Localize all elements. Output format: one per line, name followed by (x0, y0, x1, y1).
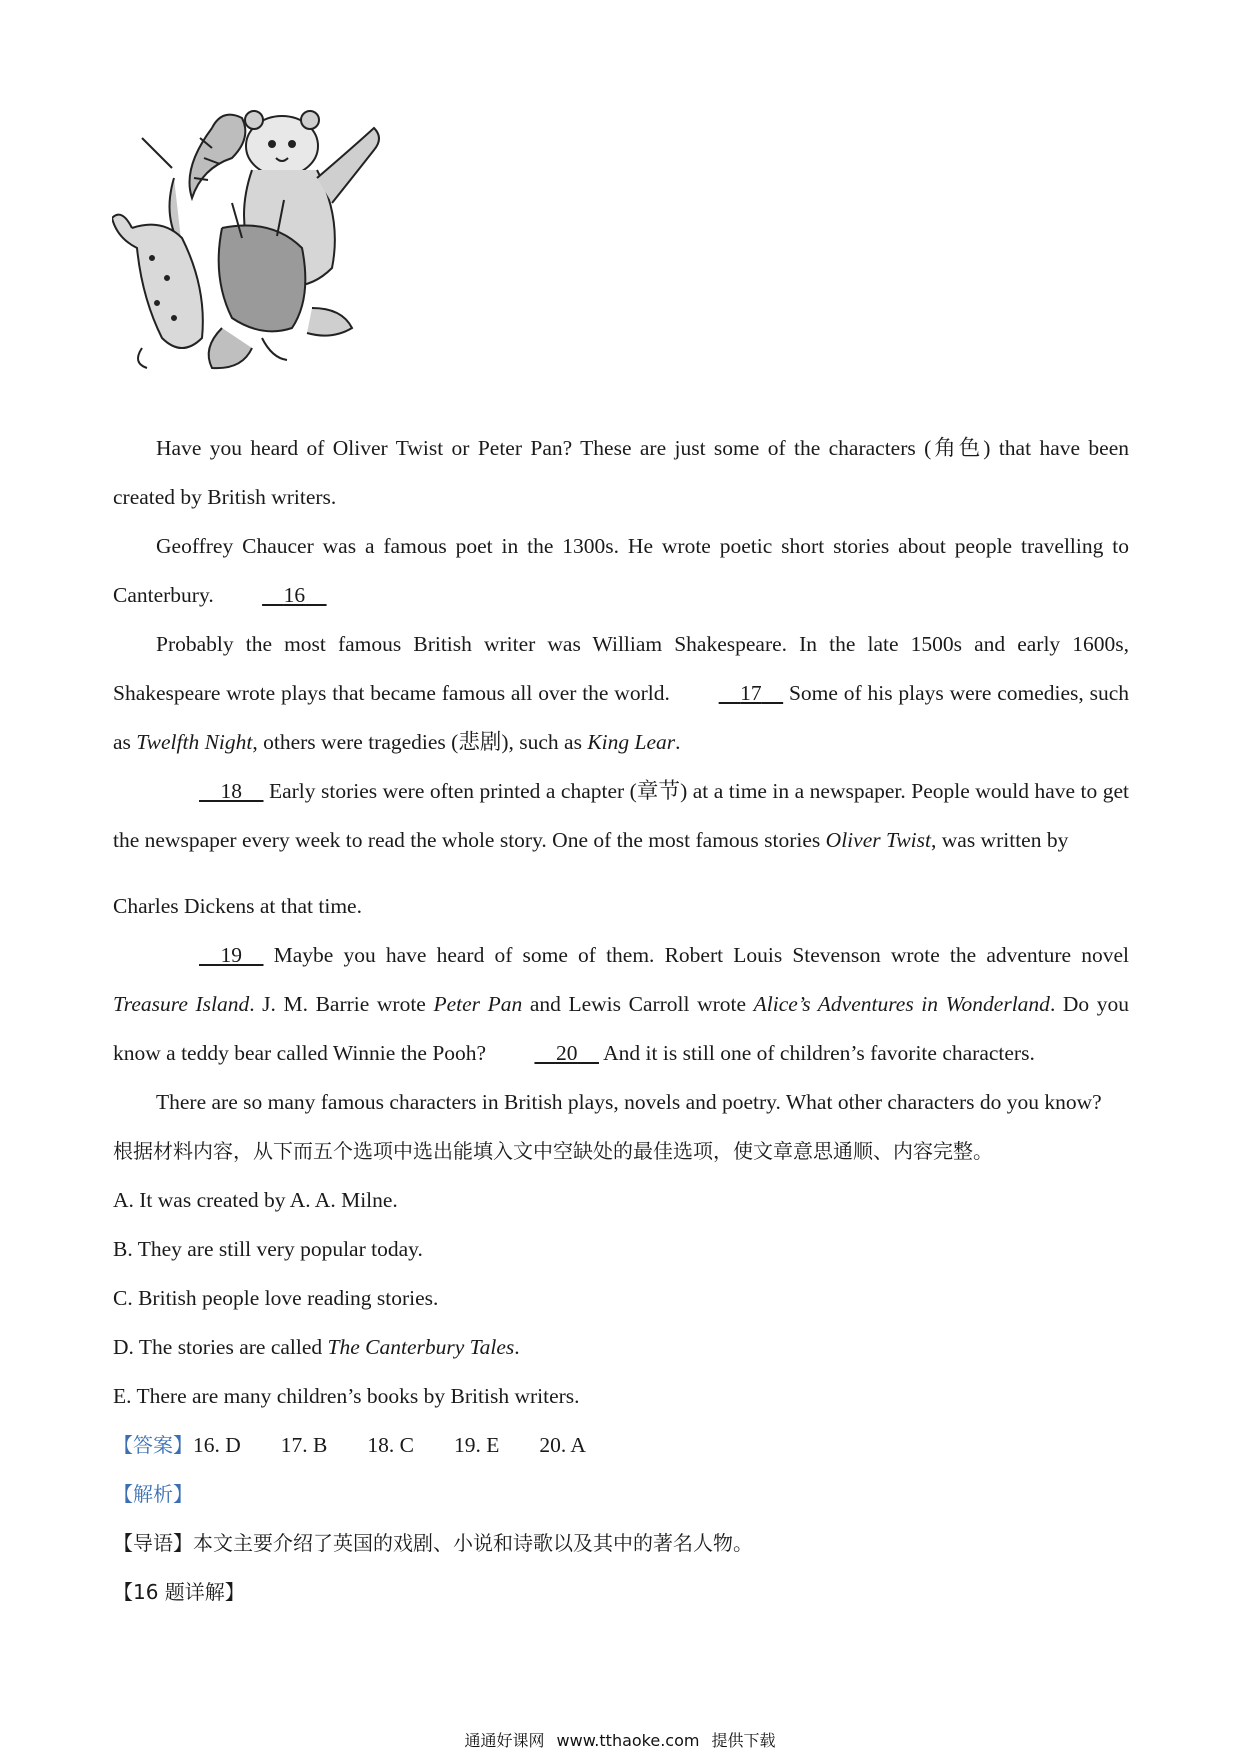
paragraph-3-text: Probably the most famous British writer was William Shakespeare. In the late 1500s and early 1600s, Shakespeare wrote plays that became famous all over the world. (113, 632, 1129, 705)
blank-20: 20 (555, 1041, 578, 1065)
instruction: 根据材料内容，从下而五个选项中选出能填入文中空缺处的最佳选项，使文章意思通顺、内容完整。 (113, 1139, 993, 1163)
answer-tag: 【答案】 (113, 1433, 193, 1457)
title-treasure-island: Treasure Island (113, 992, 250, 1016)
answer-line (113, 1421, 1129, 1470)
paragraph-4-continued: Charles Dickens at that time. (113, 894, 362, 918)
option-d: D. The stories are called The Canterbury Tales. (113, 1335, 520, 1359)
detail-heading: 【16 题详解】 (113, 1580, 245, 1604)
blank-17: 17 (740, 681, 762, 705)
paragraph-3: Probably the most famous British writer was William Shakespeare. In the late 1500s and early 1600s, Shakespeare wrote plays that became famous all over the world. 17 Some of his plays were comedies, such as Twelfth Night, others were tragedies (悲剧), such as King Lear. (113, 632, 1130, 754)
blank-18: 18 (220, 779, 242, 803)
paragraph-1 (113, 424, 1129, 522)
paragraph-1-text: Have you heard of Oliver Twist or Peter Pan? These are just some of the characters (角色) that have been created by British writers. (113, 436, 1129, 509)
option-a: A. It was created by A. A. Milne. (113, 1188, 398, 1212)
intro-line: 【导语】本文主要介绍了英国的戏剧、小说和诗歌以及其中的著名人物。 (113, 1531, 753, 1555)
answer-item: 18. C (367, 1433, 414, 1457)
cartoon-characters-illustration (112, 108, 424, 398)
title-alices-adventures: Alice’s Adventures in Wonderland (753, 992, 1050, 1016)
blank-16: 16 (283, 583, 306, 607)
paragraph-6: There are so many famous characters in British plays, novels and poetry. What other characters do you know? (156, 1090, 1102, 1114)
footer-url[interactable]: www.tthaoke.com (556, 1731, 700, 1750)
option-b: B. They are still very popular today. (113, 1237, 423, 1261)
analysis-line (113, 1470, 1129, 1519)
blank-19: 19 (220, 943, 242, 967)
footer-site: 通通好课网 (464, 1731, 545, 1750)
answer-item: 20. A (539, 1433, 586, 1457)
paragraph-2-text: Geoffrey Chaucer was a famous poet in the 1300s. He wrote poetic short stories about people travelling to Canterbury. (113, 534, 1129, 607)
analysis-tag: 【解析】 (113, 1482, 193, 1506)
title-king-lear: King Lear (587, 730, 676, 754)
title-twelfth-night: Twelfth Night (136, 730, 253, 754)
title-oliver-twist: Oliver Twist (825, 828, 931, 852)
option-c: C. British people love reading stories. (113, 1286, 439, 1310)
option-e: E. There are many children’s books by British writers. (113, 1384, 580, 1408)
passage (113, 424, 1129, 1617)
title-canterbury-tales: The Canterbury Tales (327, 1335, 515, 1359)
answer-item: 16. D (193, 1433, 241, 1457)
paragraph-2 (113, 522, 1129, 620)
footer-note: 提供下载 (711, 1731, 776, 1750)
title-peter-pan: Peter Pan (433, 992, 523, 1016)
footer (0, 1728, 1240, 1751)
paragraph-4-text: Early stories were often printed a chapter (章节) at a time in a newspaper. People would have to get the newspaper every week to read the whole story. One of the most famous stories (113, 779, 1129, 852)
paragraph-5: 19 Maybe you have heard of some of them. Robert Louis Stevenson wrote the adventure novel Treasure Island. J. M. Barrie wrote Peter Pan and Lewis Carroll wrote Alice’s Adventures in Wonderland. Do you know a teddy bear called Winnie the Pooh? 20 And it is still one of children’s favorite characters. (113, 931, 1129, 1078)
paragraph-4: 18 Early stories were often printed a chapter (章节) at a time in a newspaper. People would have to get the newspaper every week to read the whole story. One of the most famous stories Oliver Twist, was written by (113, 767, 1129, 865)
answer-item: 17. B (280, 1433, 328, 1457)
answer-item: 19. E (453, 1433, 500, 1457)
